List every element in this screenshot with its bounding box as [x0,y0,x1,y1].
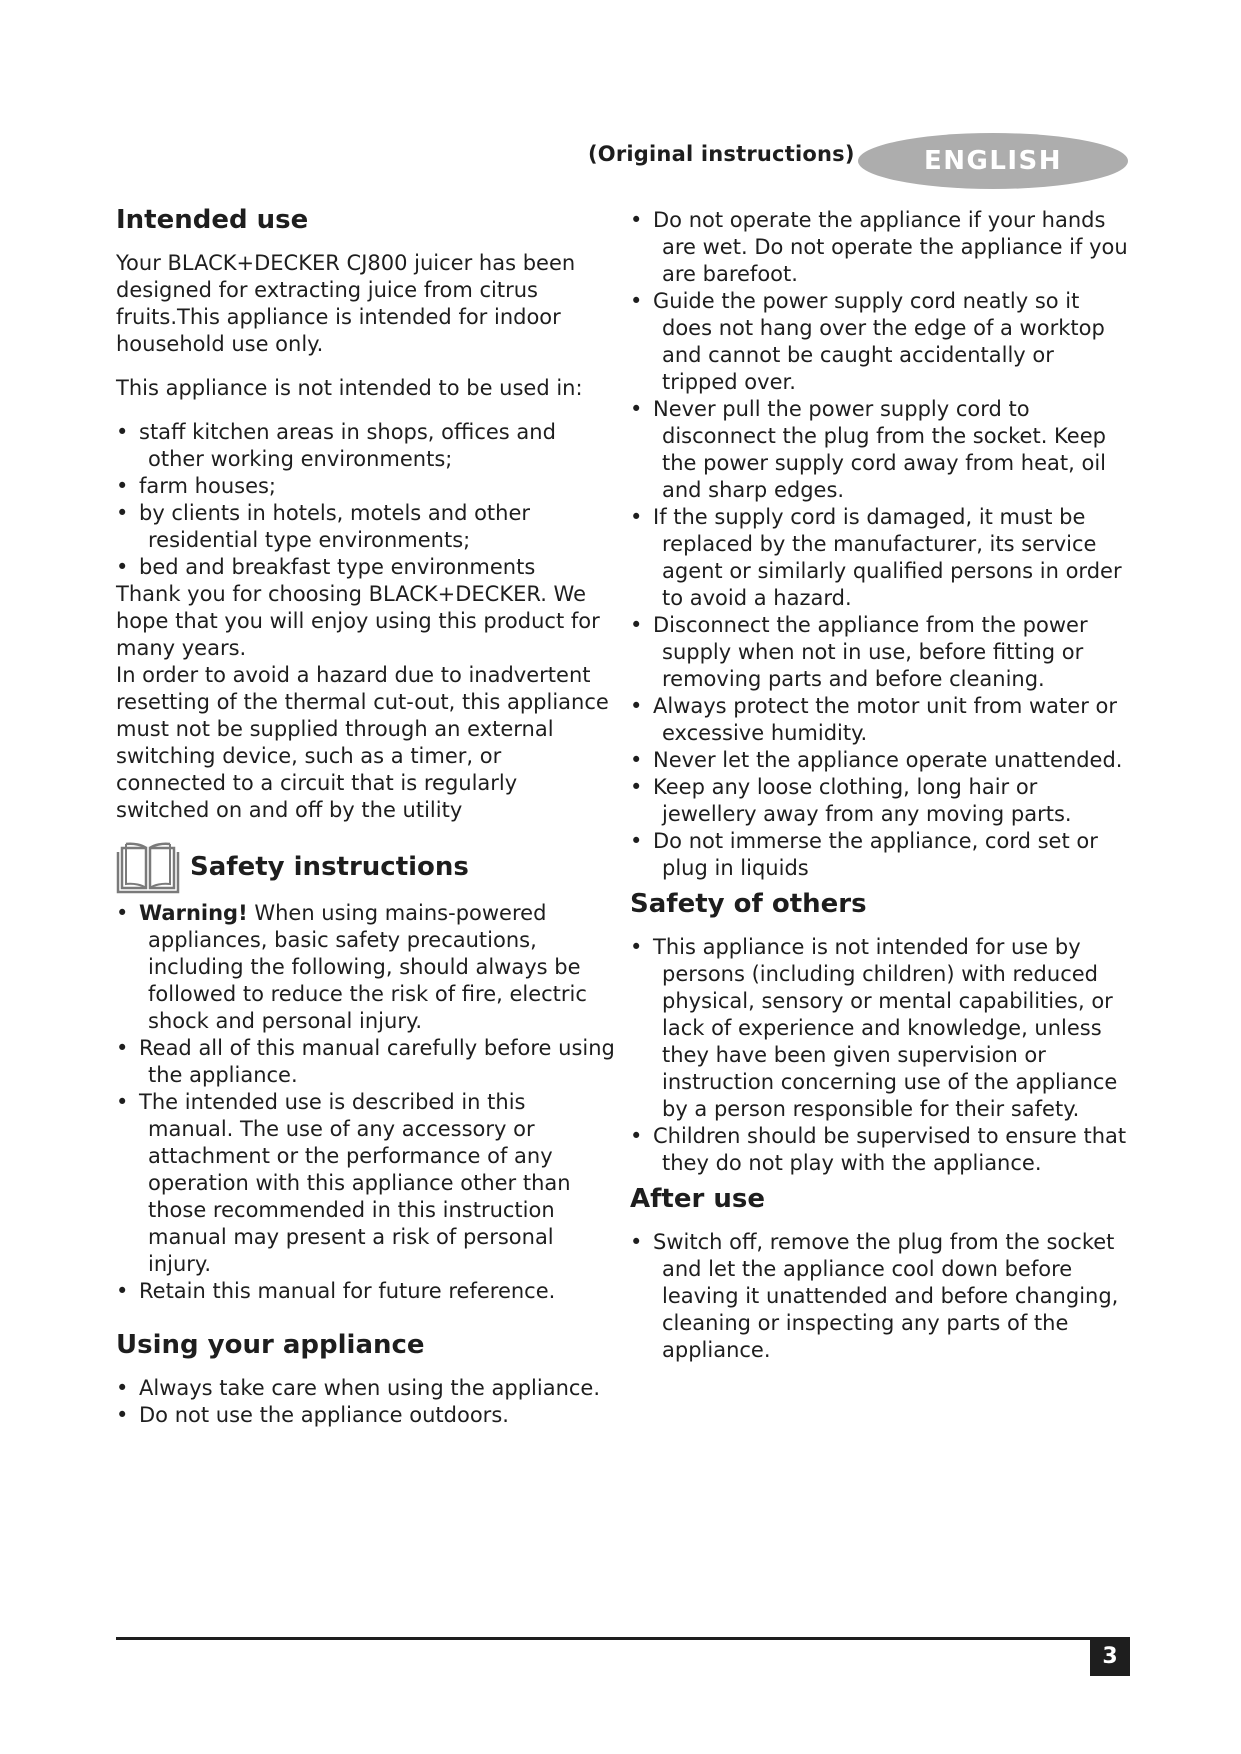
left-column [116,204,616,1429]
warning-label: Warning! [139,901,248,925]
intended-use-para-1: Your BLACK+DECKER CJ800 juicer has been designed for extracting juice from citrus fruits.This appliance is intended for indoor household use only. [116,251,576,356]
list-item: • by clients in hotels, motels and other residential type environments; [116,500,616,554]
safety-instructions-heading: Safety instructions [190,852,469,882]
after-use-heading: After use [630,1184,765,1214]
safety-list [116,900,616,1305]
safety-of-others-heading: Safety of others [630,889,867,919]
list-item: • Always protect the motor unit from water or excessive humidity. [630,693,1135,747]
not-intended-list [116,419,616,581]
safety-of-others-list [630,934,1135,1177]
using-appliance-list [116,1375,616,1429]
list-item: • Never let the appliance operate unattended. [630,747,1135,774]
warning-item [116,900,616,1035]
intended-use-heading: Intended use [116,205,309,235]
after-use-list [630,1229,1135,1364]
list-item: • Retain this manual for future reference. [116,1278,616,1305]
intended-use-para-2: This appliance is not intended to be used in: [116,376,583,400]
page-number: 3 [1102,1644,1118,1669]
list-item: • Guide the power supply cord neatly so it does not hang over the edge of a worktop and cannot be caught accidentally or tripped over. [630,288,1135,396]
list-item: • Disconnect the appliance from the power supply when not in use, before fitting or removing parts and before cleaning. [630,612,1135,693]
right-column [630,207,1135,1364]
thank-you-para: Thank you for choosing BLACK+DECKER. We hope that you will enjoy using this product for many years. [116,582,600,660]
footer-rule [116,1637,1130,1640]
language-badge [858,133,1128,189]
using-appliance-heading: Using your appliance [116,1330,425,1360]
list-item: • Children should be supervised to ensure that they do not play with the appliance. [630,1123,1135,1177]
language-label: ENGLISH [923,146,1063,176]
list-item: • Never pull the power supply cord to disconnect the plug from the socket. Keep the power supply cord away from heat, oil and sharp edges. [630,396,1135,504]
list-item: • farm houses; [116,473,616,500]
thermal-cutout-para: In order to avoid a hazard due to inadvertent resetting of the thermal cut-out, this appliance must not be supplied through an external switching device, such as a timer, or connected to a circuit that is regularly switched on and off by the utility [116,663,609,822]
list-item: • bed and breakfast type environments [116,554,616,581]
list-item: • staff kitchen areas in shops, offices and other working environments; [116,419,616,473]
list-item: • Read all of this manual carefully before using the appliance. [116,1035,616,1089]
right-safety-list [630,207,1135,882]
list-item: • Keep any loose clothing, long hair or jewellery away from any moving parts. [630,774,1135,828]
warning-text: When using mains-powered appliances, basic safety precautions, including the following, should always be followed to reduce the risk of fire, electric shock and personal injury. [148,901,587,1033]
list-item: • Do not operate the appliance if your hands are wet. Do not operate the appliance if you are barefoot. [630,207,1135,288]
list-item: • Do not use the appliance outdoors. [116,1402,616,1429]
page-number-box [1090,1637,1130,1676]
list-item: • If the supply cord is damaged, it must be replaced by the manufacturer, its service agent or similarly qualified persons in order to avoid a hazard. [630,504,1135,612]
list-item: • Do not immerse the appliance, cord set or plug in liquids [630,828,1135,882]
list-item: • This appliance is not intended for use by persons (including children) with reduced physical, sensory or mental capabilities, or lack of experience and knowledge, unless they have been given supervision or instruction concerning use of the appliance by a person responsible for their safety. [630,934,1135,1123]
list-item: • Always take care when using the appliance. [116,1375,616,1402]
safety-instructions-header [116,840,616,894]
open-book-icon [116,840,180,894]
list-item: • Switch off, remove the plug from the socket and let the appliance cool down before leaving it unattended and before changing, cleaning or inspecting any parts of the appliance. [630,1229,1135,1364]
original-instructions-label: (Original instructions) [588,142,855,166]
list-item: • The intended use is described in this manual. The use of any accessory or attachment or the performance of any operation with this appliance other than those recommended in this instruction manual may present a risk of personal injury. [116,1089,616,1278]
